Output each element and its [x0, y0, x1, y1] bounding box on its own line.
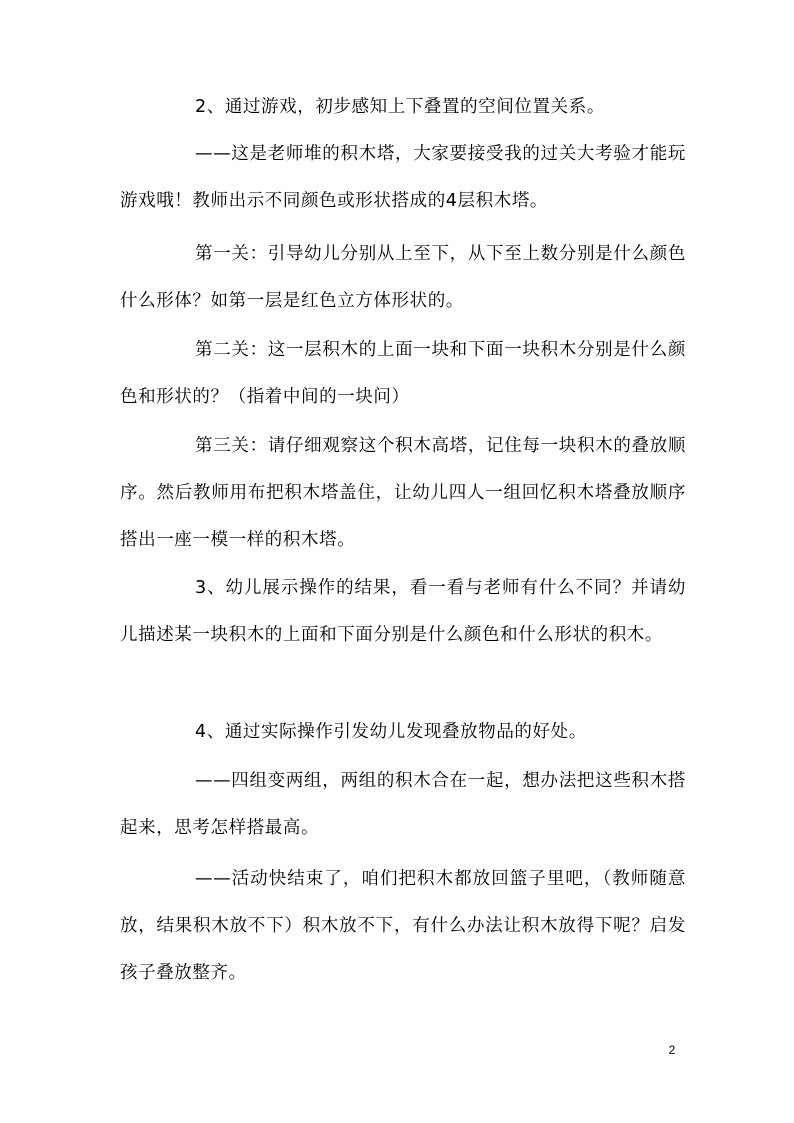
paragraph-step-3: 3、幼儿展示操作的结果，看一看与老师有什么不同？并请幼儿描述某一块积木的上面和下面分别是什么颜色和什么形状的积木。 [120, 578, 686, 645]
paragraph-level-1: 第一关：引导幼儿分别从上至下，从下至上数分别是什么颜色什么形体？如第一层是红色立方体形状的。 [120, 244, 686, 311]
paragraph-tower-intro: ——这是老师堆的积木塔，大家要接受我的过关大考验才能玩游戏哦！教师出示不同颜色或形状搭成的4层积木塔。 [120, 144, 686, 211]
paragraph-level-3: 第三关：请仔细观察这个积木高塔，记住每一块积木的叠放顺序。然后教师用布把积木塔盖住，让幼儿四人一组回忆积木塔叠放顺序搭出一座一模一样的积木塔。 [120, 436, 686, 550]
paragraph-step-2: 2、通过游戏，初步感知上下叠置的空间位置关系。 [195, 97, 605, 117]
paragraph-combine-groups: ——四组变两组，两组的积木合在一起，想办法把这些积木搭起来，思考怎样搭最高。 [120, 771, 686, 838]
paragraph-step-4: 4、通过实际操作引发幼儿发现叠放物品的好处。 [195, 722, 587, 742]
paragraph-level-2: 第二关：这一层积木的上面一块和下面一块积木分别是什么颜色和形状的？（指着中间的一块问） [120, 340, 686, 407]
page-number: 2 [668, 1043, 676, 1057]
paragraph-tidy-up: ——活动快结束了，咱们把积木都放回篮子里吧，（教师随意放，结果积木放不下）积木放不下，有什么办法让积木放得下呢？启发孩子叠放整齐。 [120, 869, 686, 983]
